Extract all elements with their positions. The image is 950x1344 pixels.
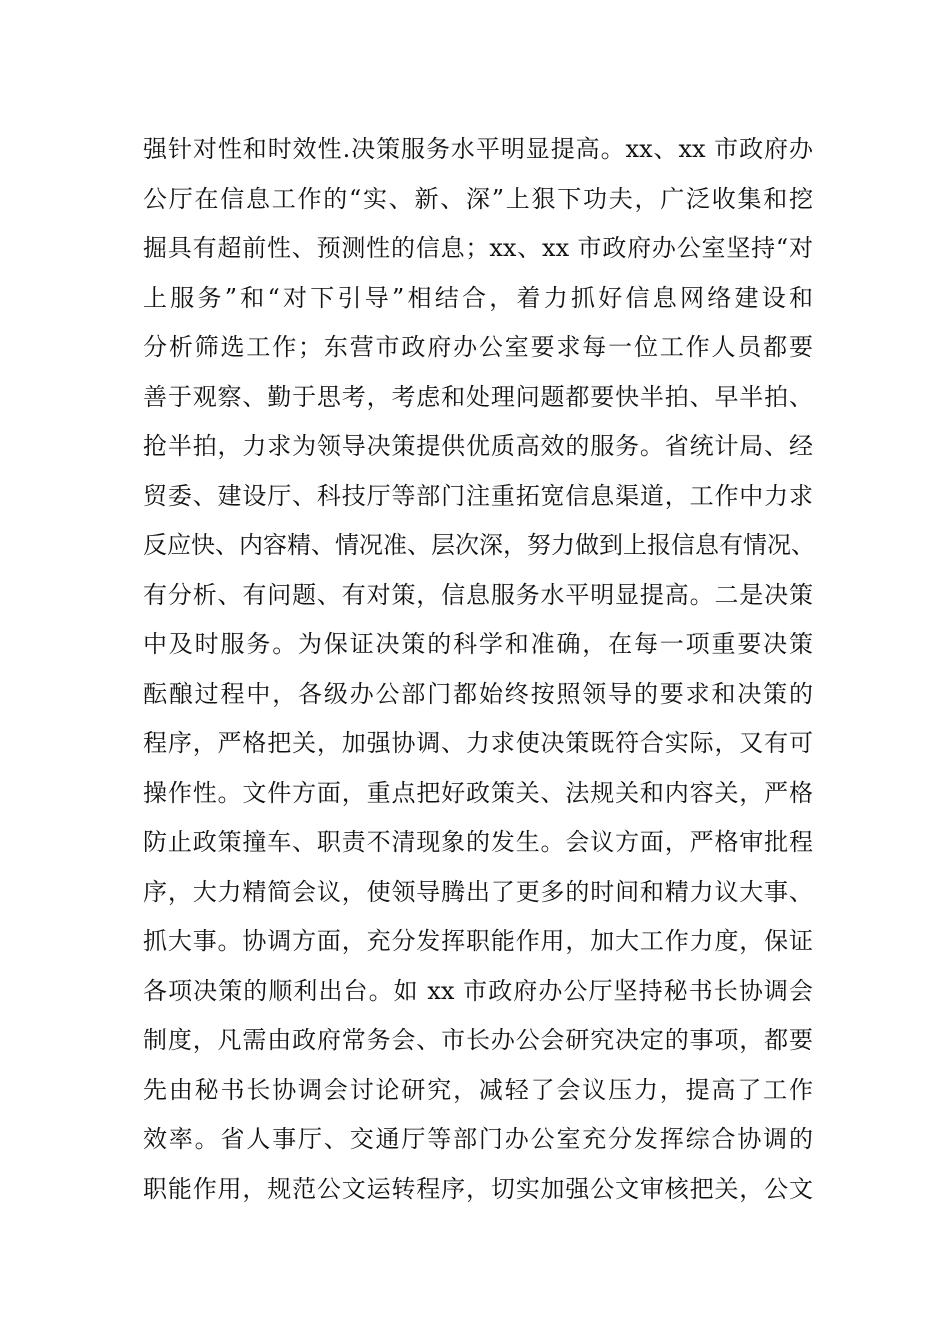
text-line: 掘具有超前性、预测性的信息；xx、xx 市政府办公室坚持“对 xyxy=(143,234,813,262)
text-line: 强针对性和时效性.决策服务水平明显提高。xx、xx 市政府办 xyxy=(143,135,813,163)
text-line: 效率。省人事厅、交通厅等部门办公室充分发挥综合协调的 xyxy=(143,1125,813,1153)
text-line: 上服务”和“对下引导”相结合，着力抓好信息网络建设和 xyxy=(143,283,813,312)
text-line: 防止政策撞车、职责不清现象的发生。会议方面，严格审批程 xyxy=(143,828,813,856)
text-line: 善于观察、勤于思考，考虑和处理问题都要快半拍、早半拍、 xyxy=(143,382,813,411)
document-body xyxy=(143,125,813,1214)
text-line: 中及时服务。为保证决策的科学和准确，在每一项重要决策 xyxy=(143,630,813,658)
text-line: 程序，严格把关，加强协调、力求使决策既符合实际，又有可 xyxy=(143,729,813,757)
text-line: 酝酿过程中，各级办公部门都始终按照领导的要求和决策的 xyxy=(143,679,813,708)
text-line: 各项决策的顺利出台。如 xx 市政府办公厅坚持秘书长协调会 xyxy=(143,976,813,1005)
text-line: 公厅在信息工作的“实、新、深”上狠下功夫，广泛收集和挖 xyxy=(143,184,813,213)
text-line: 有分析、有问题、有对策，信息服务水平明显提高。二是决策 xyxy=(143,580,813,609)
text-line: 抢半拍，力求为领导决策提供优质高效的服务。省统计局、经 xyxy=(143,432,813,460)
text-line: 职能作用，规范公文运转程序，切实加强公文审核把关，公文 xyxy=(143,1174,813,1203)
text-line: 分析筛选工作；东营市政府办公室要求每一位工作人员都要 xyxy=(143,333,813,361)
text-line: 抓大事。协调方面，充分发挥职能作用，加大工作力度，保证 xyxy=(143,927,813,955)
text-line: 贸委、建设厅、科技厅等部门注重拓宽信息渠道，工作中力求 xyxy=(143,481,813,510)
text-line: 制度，凡需由政府常务会、市长办公会研究决定的事项，都要 xyxy=(143,1026,813,1054)
text-line: 序，大力精简会议，使领导腾出了更多的时间和精力议大事、 xyxy=(143,877,813,906)
text-line: 反应快、内容精、情况准、层次深，努力做到上报信息有情况、 xyxy=(143,531,815,559)
text-line: 操作性。文件方面，重点把好政策关、法规关和内容关，严格 xyxy=(143,778,813,807)
text-line: 先由秘书长协调会讨论研究，减轻了会议压力，提高了工作 xyxy=(143,1075,813,1104)
